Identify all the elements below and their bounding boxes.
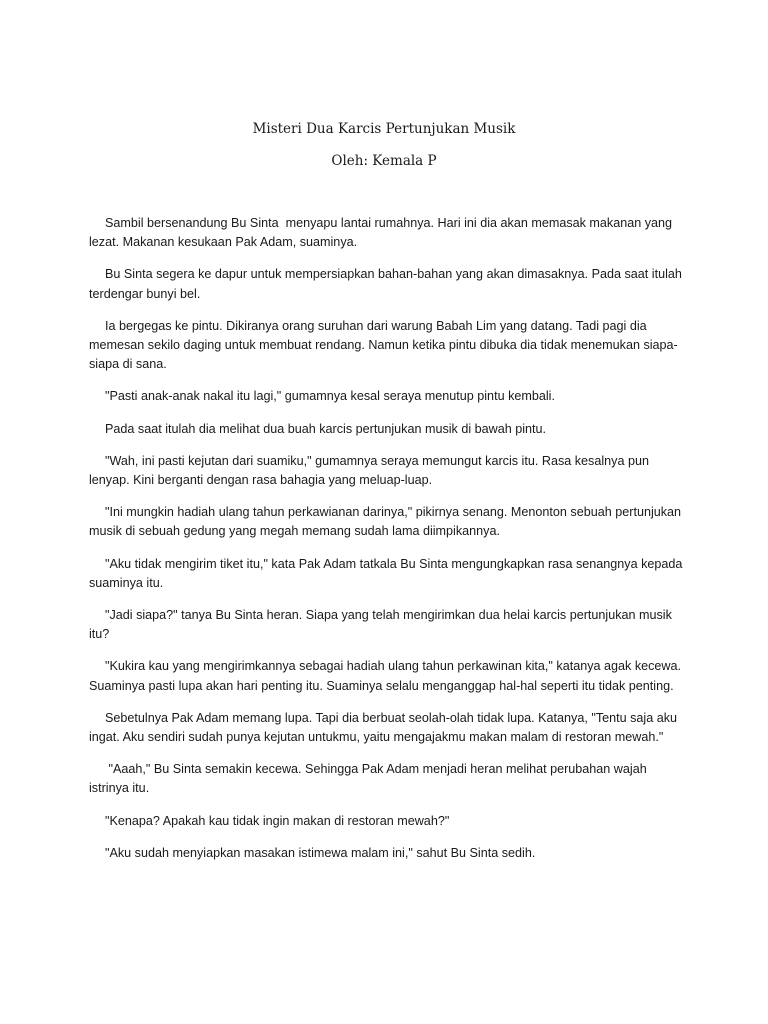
document-author: Oleh: Kemala P [331,153,437,169]
paragraph: Sambil bersenandung Bu Sinta menyapu lantai rumahnya. Hari ini dia akan memasak makanan yang lezat. Makanan kesukaan Pak Adam, suaminya. [89,216,676,250]
paragraph: Pada saat itulah dia melihat dua buah karcis pertunjukan musik di bawah pintu. [105,421,547,436]
paragraph: Bu Sinta segera ke dapur untuk mempersiapkan bahan-bahan yang akan dimasaknya. Pada saat itulah terdengar bunyi bel. [89,267,686,301]
paragraph: "Ini mungkin hadiah ulang tahun perkawianan darinya," pikirnya senang. Menonton sebuah pertunjukan musik di sebuah gedung yang megah memang sudah lama diimpikannya. [89,505,685,539]
paragraph: "Wah, ini pasti kejutan dari suamiku," gumamnya seraya memungut karcis itu. Rasa kesalnya pun lenyap. Kini berganti dengan rasa bahagia yang meluap-luap. [89,453,653,488]
paragraph: "Aaah," Bu Sinta semakin kecewa. Sehingga Pak Adam menjadi heran melihat perubahan wajah istrinya itu. [89,762,651,796]
paragraph: Sebetulnya Pak Adam memang lupa. Tapi dia berbuat seolah-olah tidak lupa. Katanya, "Tentu saja aku ingat. Aku sendiri sudah punya kejutan untukmu, yaitu mengajakmu makan malam di restoran mewah." [89,710,681,745]
paragraph: "Aku sudah menyiapkan masakan istimewa malam ini," sahut Bu Sinta sedih. [105,845,536,860]
paragraph: "Pasti anak-anak nakal itu lagi," gumamnya kesal seraya menutup pintu kembali. [105,389,555,404]
story-body [89,214,689,876]
paragraph: "Kenapa? Apakah kau tidak ingin makan di restoran mewah?" [105,813,450,828]
paragraph: "Jadi siapa?" tanya Bu Sinta heran. Siapa yang telah mengirimkan dua helai karcis pertunjukan musik itu? [89,608,676,642]
paragraph: "Aku tidak mengirim tiket itu," kata Pak Adam tatkala Bu Sinta mengungkapkan rasa senangnya kepada suaminya itu. [89,556,686,590]
paragraph: Ia bergegas ke pintu. Dikiranya orang suruhan dari warung Babah Lim yang datang. Tadi pagi dia memesan sekilo daging untuk membuat rendang. Namun ketika pintu dibuka dia tidak menemukan siapa-siapa di sana. [89,318,678,372]
document-title: Misteri Dua Karcis Pertunjukan Musik [252,121,516,137]
paragraph: "Kukira kau yang mengirimkannya sebagai hadiah ulang tahun perkawinan kita," katanya agak kecewa. Suaminya pasti lupa akan hari penting itu. Suaminya selalu menganggap hal-hal seperti itu tidak penting. [89,659,685,693]
